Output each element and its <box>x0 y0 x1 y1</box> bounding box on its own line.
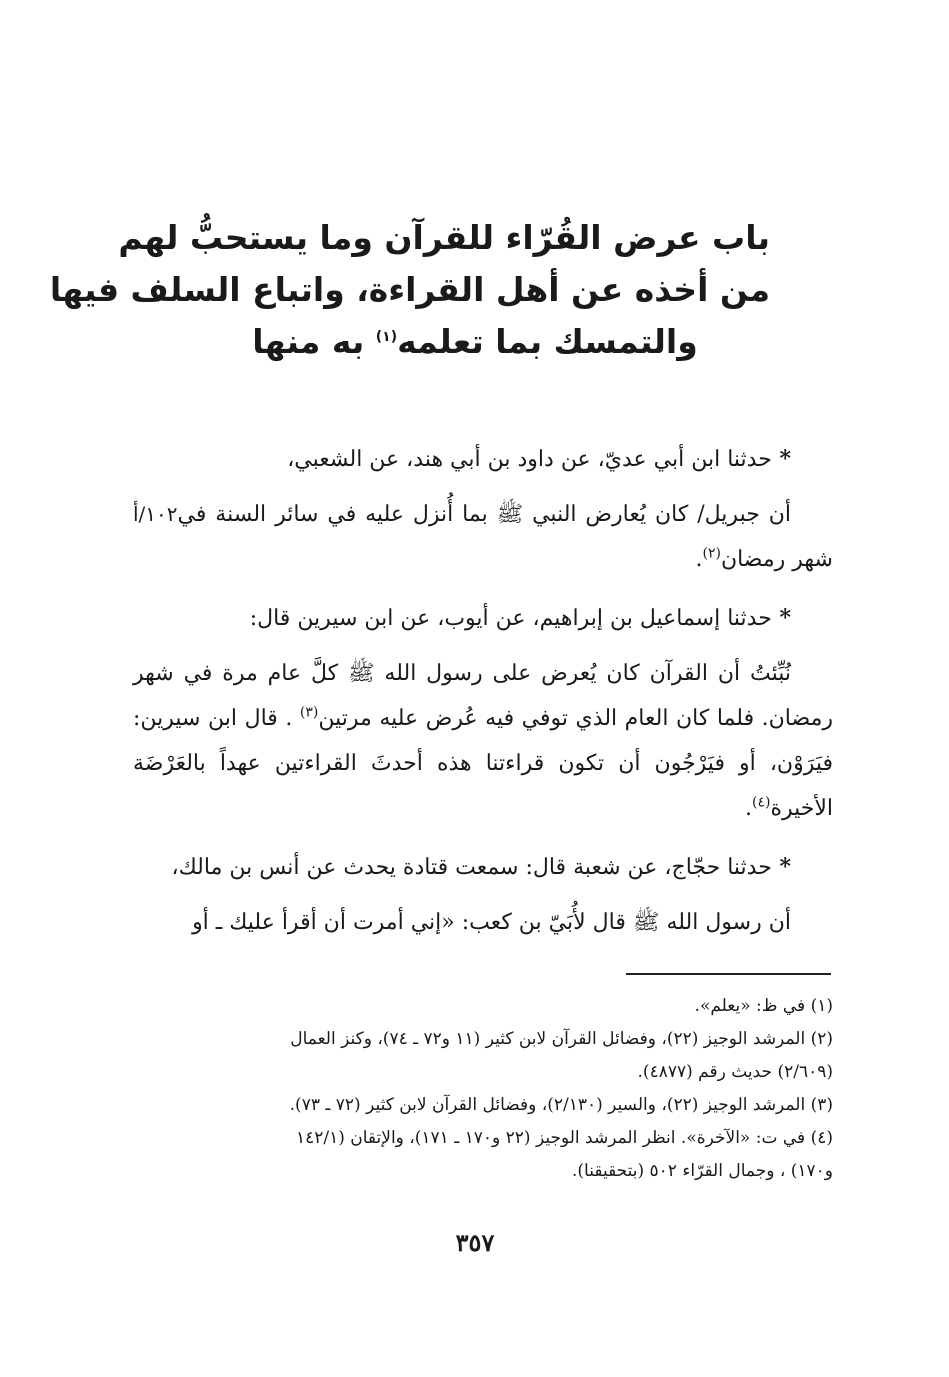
main-text <box>133 437 833 959</box>
paragraph-chain-1 <box>133 437 833 482</box>
footnote-ref-4: (٤) <box>751 794 771 811</box>
asterisk-marker: * <box>771 854 791 880</box>
paragraph-chain-2 <box>133 596 833 641</box>
footnote-2-continuation <box>133 1056 833 1089</box>
hadith-text-1b: شهر رمضان <box>720 547 833 572</box>
title-line-3 <box>180 316 770 368</box>
footnote-4-text: (٤) في ت: «الآخرة». انظر المرشد الوجيز (٢٢ و١٧٠ ـ ١٧١)، والإتقان (١٤٢/١ <box>295 1128 833 1148</box>
paragraph-hadith-2 <box>133 651 833 831</box>
paragraph-hadith-3 <box>133 900 833 945</box>
title-line-3-text: والتمسك بما تعلمه <box>397 322 698 361</box>
paragraph-hadith-1 <box>133 492 833 582</box>
period: . <box>695 547 703 572</box>
footnote-1-text: (١) في ظ: «يعلم». <box>694 996 833 1016</box>
title-line-2: من أخذه عن أهل القراءة، واتباع السلف فيها <box>49 270 770 309</box>
footnotes <box>133 990 833 1188</box>
footnote-ref-1: (١) <box>375 329 398 345</box>
footnote-4-continuation <box>133 1155 833 1188</box>
footnote-ref-3: (٣) <box>299 704 319 721</box>
asterisk-marker: * <box>771 446 791 472</box>
page-number: ٣٥٧ <box>455 1228 495 1257</box>
footnote-2 <box>133 1023 833 1056</box>
hadith-text-1: أن جبريل/ كان يُعارض النبي ﷺ بما أُنزل عليه في سائر السنة في <box>177 502 791 527</box>
footnote-2-text: (٢) المرشد الوجيز (٢٢)، وفضائل القرآن لابن كثير (١١ و٧٢ ـ ٧٤)، وكنز العمال <box>290 1029 833 1049</box>
footnote-ref-2: (٢) <box>702 545 721 562</box>
footnote-1 <box>133 990 833 1023</box>
footnote-3 <box>133 1089 833 1122</box>
footnote-4 <box>133 1122 833 1155</box>
chain-text-2: حدثنا إسماعيل بن إبراهيم، عن أيوب، عن ابن سيرين قال: <box>249 606 772 631</box>
chain-text-1: حدثنا ابن أبي عديّ، عن داود بن أبي هند، عن الشعبي، <box>287 447 772 472</box>
hadith-text-3: أن رسول الله ﷺ قال لأُبَيّ بن كعب: «إني أمرت أن أقرأ عليك ـ أو <box>192 910 791 935</box>
footnote-4-cont-text: و١٧٠) ، وجمال القرّاء ٥٠٢ (بتحقيقنا). <box>572 1161 833 1181</box>
chapter-title <box>49 212 770 368</box>
footnote-3-text: (٣) المرشد الوجيز (٢٢)، والسير (٢/١٣٠)، وفضائل القرآن لابن كثير (٧٢ ـ ٧٣). <box>289 1095 833 1115</box>
paragraph-chain-3 <box>133 845 833 890</box>
asterisk-marker: * <box>771 605 791 631</box>
period: . <box>744 796 752 821</box>
chain-text-3: حدثنا حجّاج، عن شعبة قال: سمعت قتادة يحدث عن أنس بن مالك، <box>171 855 772 880</box>
footnote-2-cont-text: (٢/٦٠٩) حديث رقم (٤٨٧٧). <box>637 1062 833 1082</box>
hadith-text-2: نُبِّئتُ أن القرآن كان يُعرض على رسول الله ﷺ كلَّ عام مرة في شهر رمضان. فلما كان العام الذي توفي فيه عُرض عليه مرتين <box>133 661 833 731</box>
title-line-3-end: به منها <box>252 322 376 361</box>
title-line-1: باب عرض القُرّاء للقرآن وما يستحبُّ لهم <box>118 218 770 257</box>
footnote-separator <box>626 973 831 975</box>
manuscript-folio-ref: ١٠٢/أ <box>133 502 178 526</box>
hadith-text-2b: . قال ابن سيرين: فيَرَوْن، أو فيَرْجُون أن تكون قراءتنا هذه أحدثَ القراءتين عهداً بالعَرْضَة الأخيرة <box>133 706 833 821</box>
